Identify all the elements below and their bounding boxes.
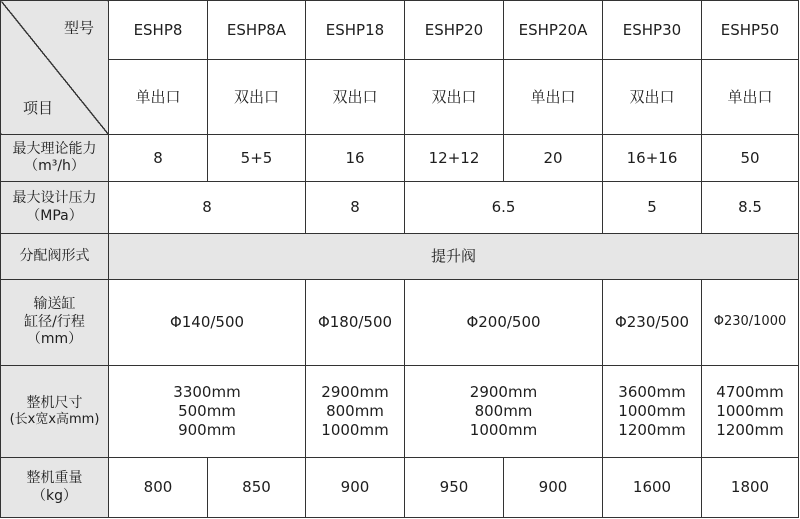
item-header-label: 项目 (23, 99, 54, 118)
model-name: ESHP18 (306, 1, 405, 60)
outlet-type: 双出口 (405, 60, 504, 135)
capacity-label-line: 最大理论能力 (12, 140, 97, 157)
pressure-value: 5 (603, 182, 702, 234)
dimension-length: 4700mm (716, 383, 784, 402)
pressure-row (1, 182, 799, 234)
dimension-length: 2900mm (469, 383, 538, 402)
dimension-width: 800mm (326, 402, 384, 421)
dimension-width: 500mm (178, 402, 236, 421)
dimension-height: 900mm (178, 420, 236, 439)
capacity-value: 5+5 (208, 135, 306, 182)
dimensions-unit-line: (长x宽x高mm) (9, 412, 100, 428)
capacity-value: 16+16 (603, 135, 702, 182)
dimension-width: 1000mm (618, 402, 686, 421)
weight-label (1, 458, 109, 518)
cylinder-value: Φ180/500 (306, 280, 405, 366)
cylinder-row (1, 280, 799, 366)
weight-value: 900 (504, 458, 603, 518)
outlet-type: 单出口 (702, 60, 799, 135)
valve-label: 分配阀形式 (1, 234, 109, 280)
pressure-value: 6.5 (405, 182, 603, 234)
dimension-length: 3600mm (618, 383, 686, 402)
capacity-value: 20 (504, 135, 603, 182)
pressure-label-line: 最大设计压力 (12, 190, 97, 206)
cylinder-label (1, 280, 109, 366)
capacity-label (1, 135, 109, 182)
dimensions-row (1, 366, 799, 458)
dimension-height: 1000mm (321, 420, 389, 439)
dimension-width: 800mm (474, 402, 533, 421)
dimension-height: 1200mm (618, 420, 686, 439)
model-name: ESHP30 (603, 1, 702, 60)
capacity-row (1, 135, 799, 182)
cylinder-value: Φ230/500 (603, 280, 702, 366)
dimension-length: 2900mm (321, 383, 389, 402)
header-corner-cell (1, 1, 109, 135)
pressure-value: 8 (306, 182, 405, 234)
weight-row (1, 458, 799, 518)
model-name: ESHP20A (504, 1, 603, 60)
outlet-type: 双出口 (603, 60, 702, 135)
outlet-row (1, 60, 799, 135)
dimension-height: 1000mm (469, 420, 538, 439)
cylinder-value: Φ200/500 (405, 280, 603, 366)
weight-value: 1800 (702, 458, 799, 518)
weight-value: 900 (306, 458, 405, 518)
outlet-type: 单出口 (504, 60, 603, 135)
cylinder-value: Φ140/500 (109, 280, 306, 366)
weight-value: 950 (405, 458, 504, 518)
capacity-value: 16 (306, 135, 405, 182)
capacity-value: 8 (109, 135, 208, 182)
cylinder-label-line: 缸径/行程 (24, 313, 85, 330)
cylinder-unit-line: （mm） (26, 331, 83, 348)
weight-label-line: 整机重量 (26, 470, 83, 486)
cylinder-label-line: 输送缸 (33, 296, 76, 313)
dimension-height: 1200mm (716, 420, 784, 439)
dimension-length: 3300mm (173, 383, 241, 402)
model-name: ESHP50 (702, 1, 799, 60)
dimensions-value (603, 366, 702, 458)
outlet-type: 双出口 (208, 60, 306, 135)
model-name: ESHP8A (208, 1, 306, 60)
model-row (1, 1, 799, 60)
weight-value: 1600 (603, 458, 702, 518)
model-header-label: 型号 (63, 19, 94, 37)
dimensions-value (306, 366, 405, 458)
dimensions-label-line: 整机尺寸 (26, 394, 83, 411)
outlet-type: 单出口 (109, 60, 208, 135)
model-name: ESHP20 (405, 1, 504, 60)
dimensions-value (109, 366, 306, 458)
dimensions-value (405, 366, 603, 458)
capacity-unit-line: （m³/h） (24, 158, 85, 174)
weight-unit-line: （kg） (32, 487, 77, 504)
pressure-unit-line: （MPa） (26, 207, 83, 224)
dimension-width: 1000mm (716, 402, 784, 421)
capacity-value: 12+12 (405, 135, 504, 182)
model-name: ESHP8 (109, 1, 208, 60)
valve-value: 提升阀 (109, 234, 799, 280)
outlet-type: 双出口 (306, 60, 405, 135)
valve-row (1, 234, 799, 280)
pressure-value: 8.5 (702, 182, 799, 234)
cylinder-value: Φ230/1000 (702, 280, 799, 366)
pressure-value: 8 (109, 182, 306, 234)
dimensions-label (1, 366, 109, 458)
weight-value: 800 (109, 458, 208, 518)
dimensions-value (702, 366, 799, 458)
pressure-label (1, 182, 109, 234)
capacity-value: 50 (702, 135, 799, 182)
weight-value: 850 (208, 458, 306, 518)
